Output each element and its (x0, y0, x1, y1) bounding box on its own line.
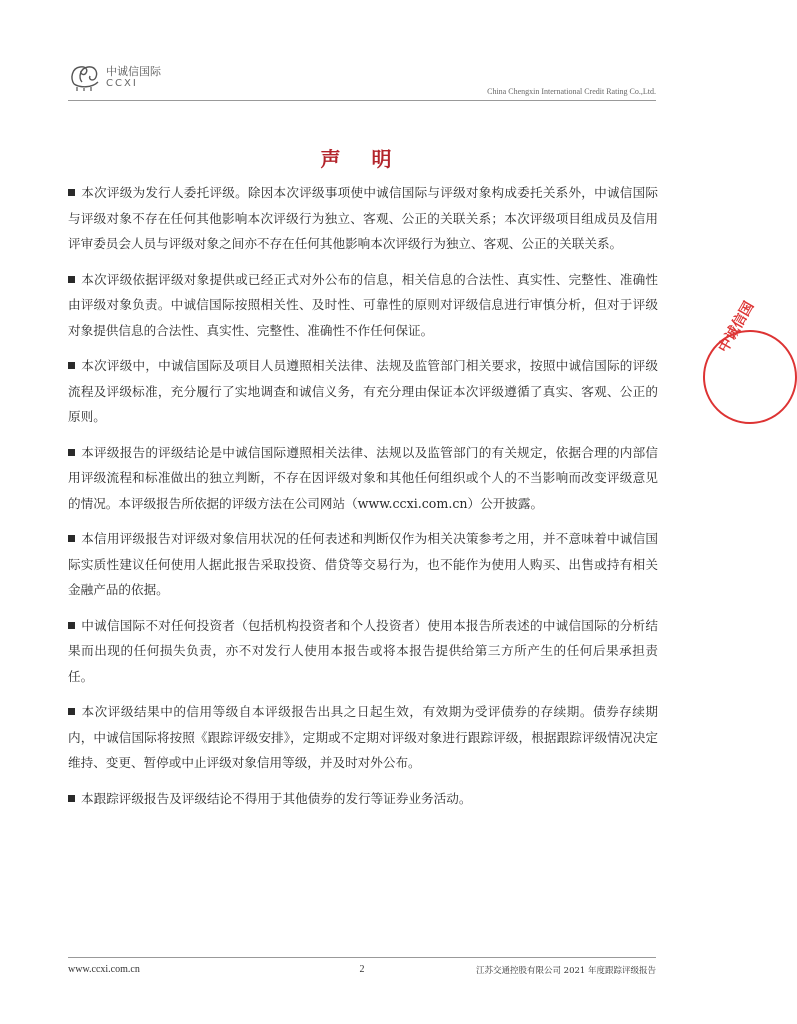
square-bullet-icon (68, 795, 75, 802)
logo-chinese-name: 中诚信国际 (106, 64, 161, 78)
paragraph-text: 本次评级中，中诚信国际及项目人员遵照相关法律、法规及监管部门相关要求，按照中诚信国际的评级流程及评级标准，充分履行了实地调查和诚信义务，有充分理由保证本次评级遵循了真实、客观、公正的原则。 (68, 358, 658, 424)
footer-website: www.ccxi.com.cn (68, 964, 140, 975)
page-title: 声 明 (320, 147, 404, 171)
square-bullet-icon (68, 362, 75, 369)
statement-paragraph (68, 526, 658, 603)
square-bullet-icon (68, 189, 75, 196)
paragraph-text: 本评级报告的评级结论是中诚信国际遵照相关法律、法规以及监管部门的有关规定，依据合理的内部信用评级流程和标准做出的独立判断，不存在因评级对象和其他任何组织或个人的不当影响而改变评级意见的情况。本评级报告所依据的评级方法在公司网站（www.ccxi.com.cn）公开披露。 (68, 444, 658, 511)
company-english-name: China Chengxin International Credit Rating Co.,Ltd. (487, 87, 656, 96)
square-bullet-icon (68, 708, 75, 715)
paragraph-text: 本次评级结果中的信用等级自本评级报告出具之日起生效，有效期为受评债券的存续期。债券存续期内，中诚信国际将按照《跟踪评级安排》，定期或不定期对评级对象进行跟踪评级，根据跟踪评级情况决定维持、变更、暂停或中止评级对象信用等级，并及时对外公布。 (68, 704, 658, 770)
statement-paragraph (68, 613, 658, 690)
company-seal-stamp (703, 299, 797, 424)
square-bullet-icon (68, 622, 75, 629)
page-number: 2 (359, 964, 365, 975)
square-bullet-icon (68, 276, 75, 283)
paragraph-text: 本跟踪评级报告及评级结论不得用于其他债券的发行等证券业务活动。 (81, 790, 472, 806)
ccxi-logo-icon (68, 62, 102, 92)
statement-paragraph (68, 180, 658, 257)
statement-paragraph (68, 353, 658, 430)
square-bullet-icon (68, 535, 75, 542)
paragraph-text: 本次评级依据评级对象提供或已经正式对外公布的信息，相关信息的合法性、真实性、完整性、准确性由评级对象负责。中诚信国际按照相关性、及时性、可靠性的原则对评级信息进行审慎分析，但对于评级对象提供信息的合法性、真实性、完整性、准确性不作任何保证。 (68, 271, 658, 338)
page-header (68, 60, 656, 101)
logo-english-name: CCXI (106, 77, 138, 89)
statement-paragraph (68, 699, 658, 776)
footer-report-title: 江苏交通控股有限公司 2021 年度跟踪评级报告 (475, 966, 656, 976)
paragraph-text: 本次评级为发行人委托评级。除因本次评级事项使中诚信国际与评级对象构成委托关系外，中诚信国际与评级对象不存在任何其他影响本次评级行为独立、客观、公正的关联关系；本次评级项目组成员及信用评审委员会人员与评级对象之间亦不存在任何其他影响本次评级行为独立、客观、公正的关联关系。 (68, 185, 658, 251)
statement-paragraph (68, 786, 658, 812)
square-bullet-icon (68, 449, 75, 456)
ccxi-logo (68, 62, 161, 92)
statement-paragraph (68, 440, 658, 517)
page-footer (68, 957, 656, 979)
paragraph-text: 本信用评级报告对评级对象信用状况的任何表述和判断仅作为相关决策参考之用，并不意味着中诚信国际实质性建议任何使用人据此报告采取投资、借贷等交易行为，也不能作为使用人购买、出售或持有相关金融产品的依据。 (68, 531, 658, 597)
paragraph-text: 中诚信国际不对任何投资者（包括机构投资者和个人投资者）使用本报告所表述的中诚信国际的分析结果而出现的任何损失负责，亦不对发行人使用本报告或将本报告提供给第三方所产生的任何后果承担责任。 (68, 617, 658, 684)
statement-paragraph (68, 267, 658, 344)
seal-text: 中诚信国 (715, 299, 758, 356)
statement-body (68, 180, 658, 821)
